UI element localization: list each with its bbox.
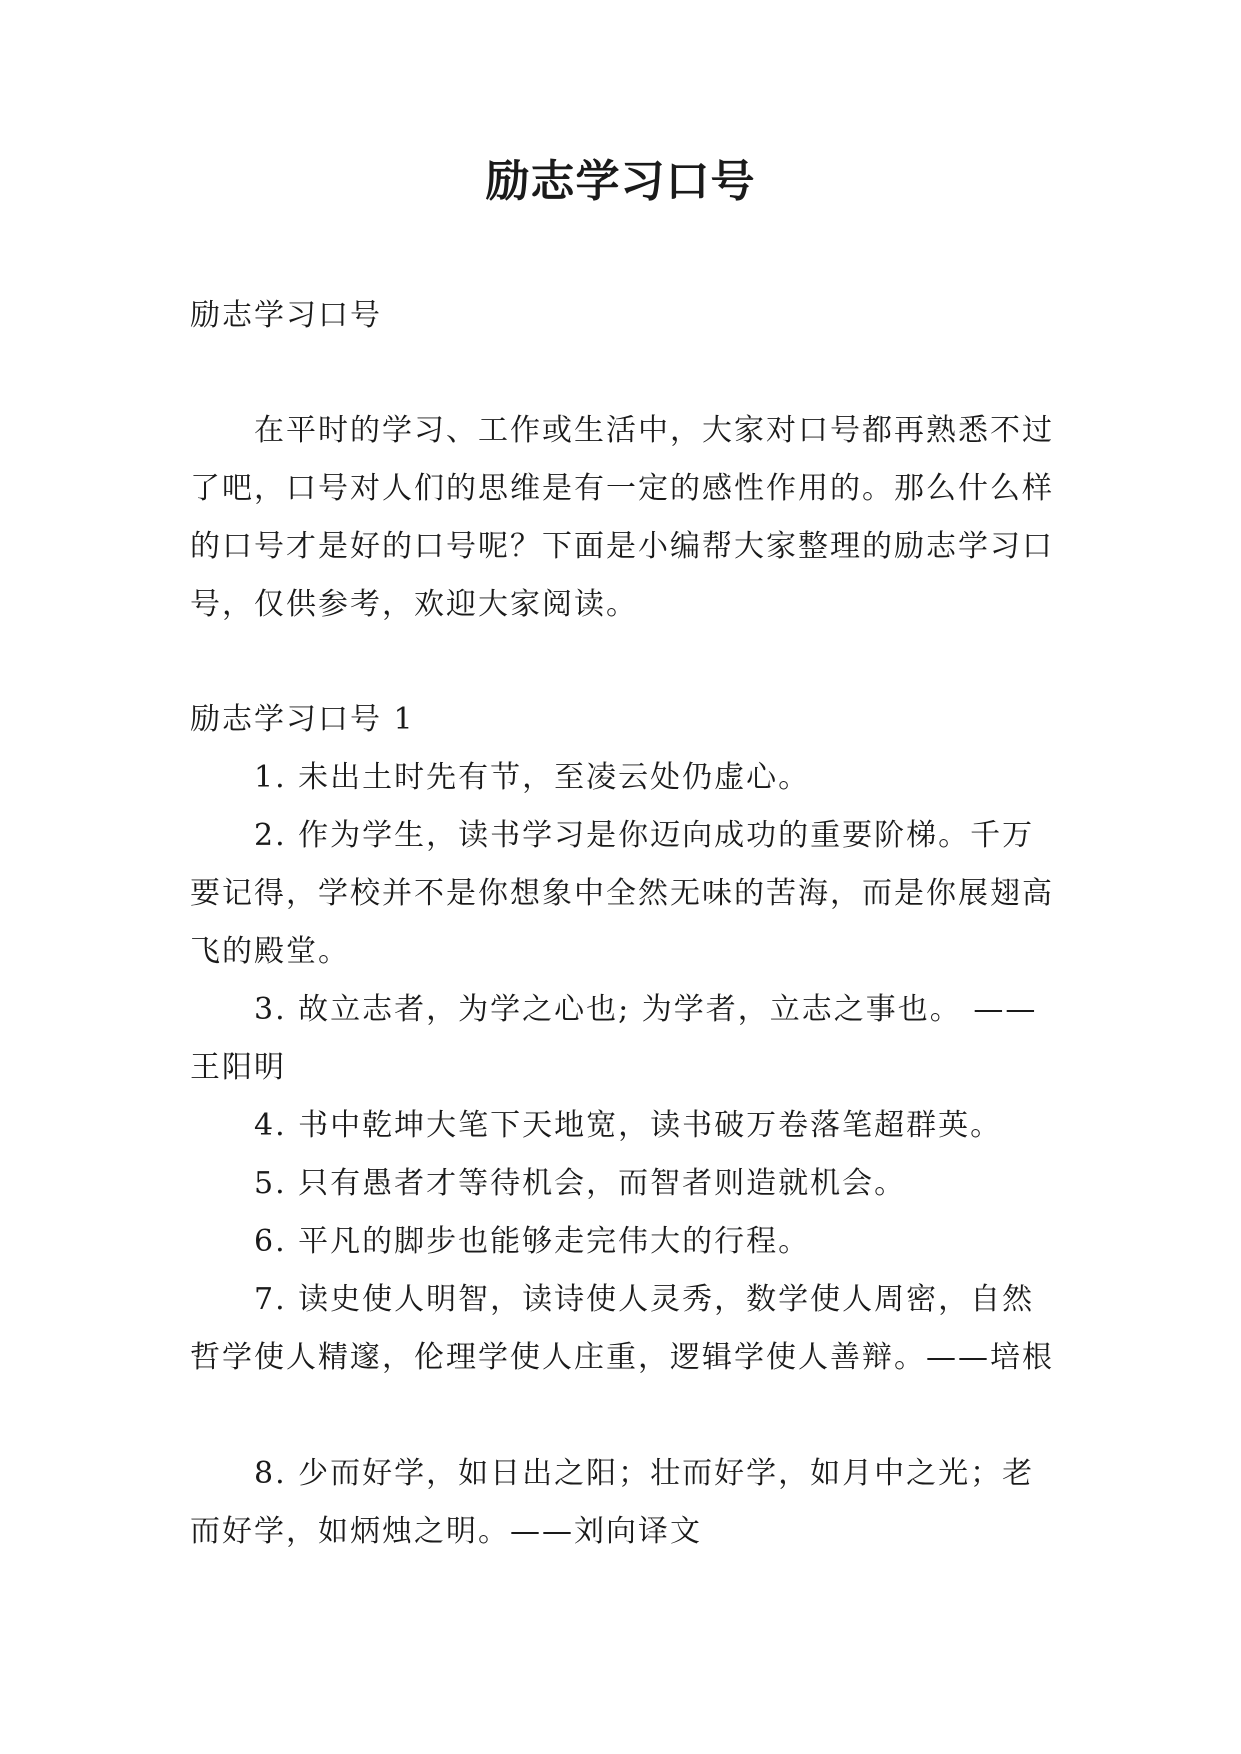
slogan-item: 3. 故立志者，为学之心也; 为学者，立志之事也。 ——王阳明 [190, 992, 1038, 1085]
document-subtitle: 励志学习口号 [190, 298, 382, 333]
slogan-item: 2. 作为学生，读书学习是你迈向成功的重要阶梯。千万要记得，学校并不是你想象中全然无味的苦海，而是你展翅高飞的殿堂。 [190, 818, 1054, 969]
intro-paragraph: 在平时的学习、工作或生活中，大家对口号都再熟悉不过了吧，口号对人们的思维是有一定的感性作用的。那么什么样的口号才是好的口号呢？下面是小编帮大家整理的励志学习口号，仅供参考，欢迎大家阅读。 [190, 413, 1054, 622]
slogan-item: 5. 只有愚者才等待机会，而智者则造就机会。 [254, 1166, 907, 1201]
document-title: 励志学习口号 [485, 156, 756, 207]
slogan-item: 6. 平凡的脚步也能够走完伟大的行程。 [254, 1224, 811, 1259]
slogan-item: 4. 书中乾坤大笔下天地宽，读书破万卷落笔超群英。 [254, 1108, 1003, 1143]
slogan-item: 8. 少而好学，如日出之阳；壮而好学，如月中之光；老而好学，如炳烛之明。——刘向译文 [190, 1456, 1035, 1549]
slogan-item: 7. 读史使人明智，读诗使人灵秀，数学使人周密，自然哲学使人精邃，伦理学使人庄重，逻辑学使人善辩。——培根 [190, 1282, 1054, 1375]
slogan-item: 1. 未出土时先有节，至凌云处仍虚心。 [254, 760, 811, 795]
section-heading: 励志学习口号 1 [190, 702, 415, 737]
